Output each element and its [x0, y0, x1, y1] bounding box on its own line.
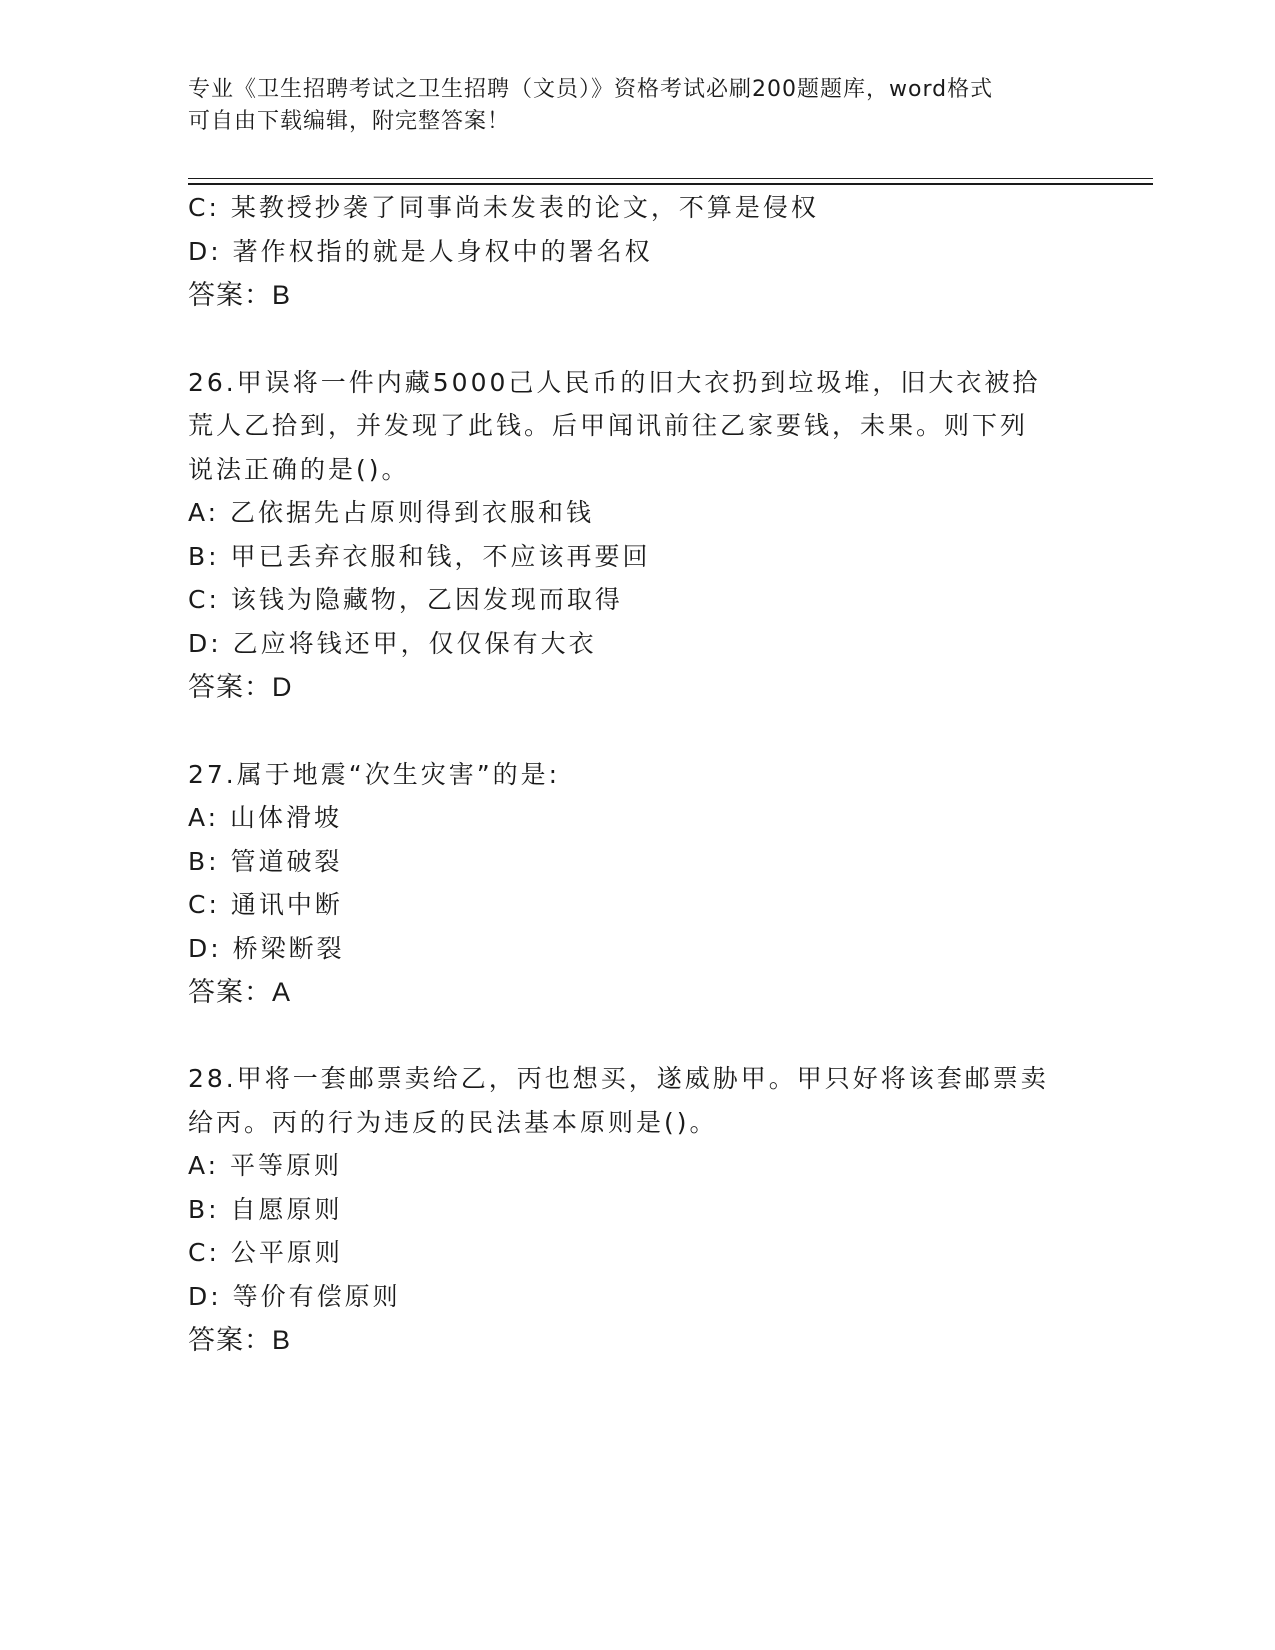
q25-option-c: C: 某教授抄袭了同事尚未发表的论文，不算是侵权 [188, 193, 819, 222]
q27-option-d: D: 桥梁断裂 [188, 934, 345, 963]
document-header [188, 74, 1088, 138]
q28-option-d: D: 等价有偿原则 [188, 1282, 401, 1311]
header-line-2: 可自由下载编辑，附完整答案！ [188, 109, 511, 134]
q27-answer: 答案：A [188, 977, 292, 1007]
q28-option-c: C: 公平原则 [188, 1238, 343, 1267]
q26-option-c: C: 该钱为隐藏物，乙因发现而取得 [188, 585, 623, 614]
q26-option-a: A: 乙依据先占原则得到衣服和钱 [188, 498, 595, 527]
q27-option-b: B: 管道破裂 [188, 847, 343, 876]
q27-stem-line-1: 27.属于地震“次生灾害”的是: [188, 760, 561, 789]
q25-option-d: D: 著作权指的就是人身权中的署名权 [188, 237, 653, 266]
header-divider-thin [188, 178, 1153, 179]
header-divider-thick [188, 183, 1153, 185]
q28-stem-line-2: 给丙。丙的行为违反的民法基本原则是()。 [188, 1108, 718, 1137]
q28-answer: 答案：B [188, 1325, 292, 1355]
q28-option-a: A: 平等原则 [188, 1151, 343, 1180]
q26-stem-line-2: 荒人乙拾到，并发现了此钱。后甲闻讯前往乙家要钱，未果。则下列 [188, 411, 1029, 440]
q26-stem-line-3: 说法正确的是()。 [188, 455, 410, 484]
q26-option-d: D: 乙应将钱还甲，仅仅保有大衣 [188, 629, 597, 658]
q28-option-b: B: 自愿原则 [188, 1195, 343, 1224]
q26-option-b: B: 甲已丢弃衣服和钱，不应该再要回 [188, 542, 651, 571]
q27-option-c: C: 通讯中断 [188, 890, 343, 919]
q26-answer: 答案：D [188, 672, 293, 702]
q28-stem-line-1: 28.甲将一套邮票卖给乙，丙也想买，遂威胁甲。甲只好将该套邮票卖 [188, 1064, 1049, 1093]
q25-answer: 答案：B [188, 280, 292, 310]
q26-stem-line-1: 26.甲误将一件内藏5000己人民币的旧大衣扔到垃圾堆，旧大衣被拾 [188, 368, 1041, 397]
header-line-1: 专业《卫生招聘考试之卫生招聘（文员）》资格考试必刷200题题库，word格式 [188, 77, 994, 102]
q27-option-a: A: 山体滑坡 [188, 803, 343, 832]
